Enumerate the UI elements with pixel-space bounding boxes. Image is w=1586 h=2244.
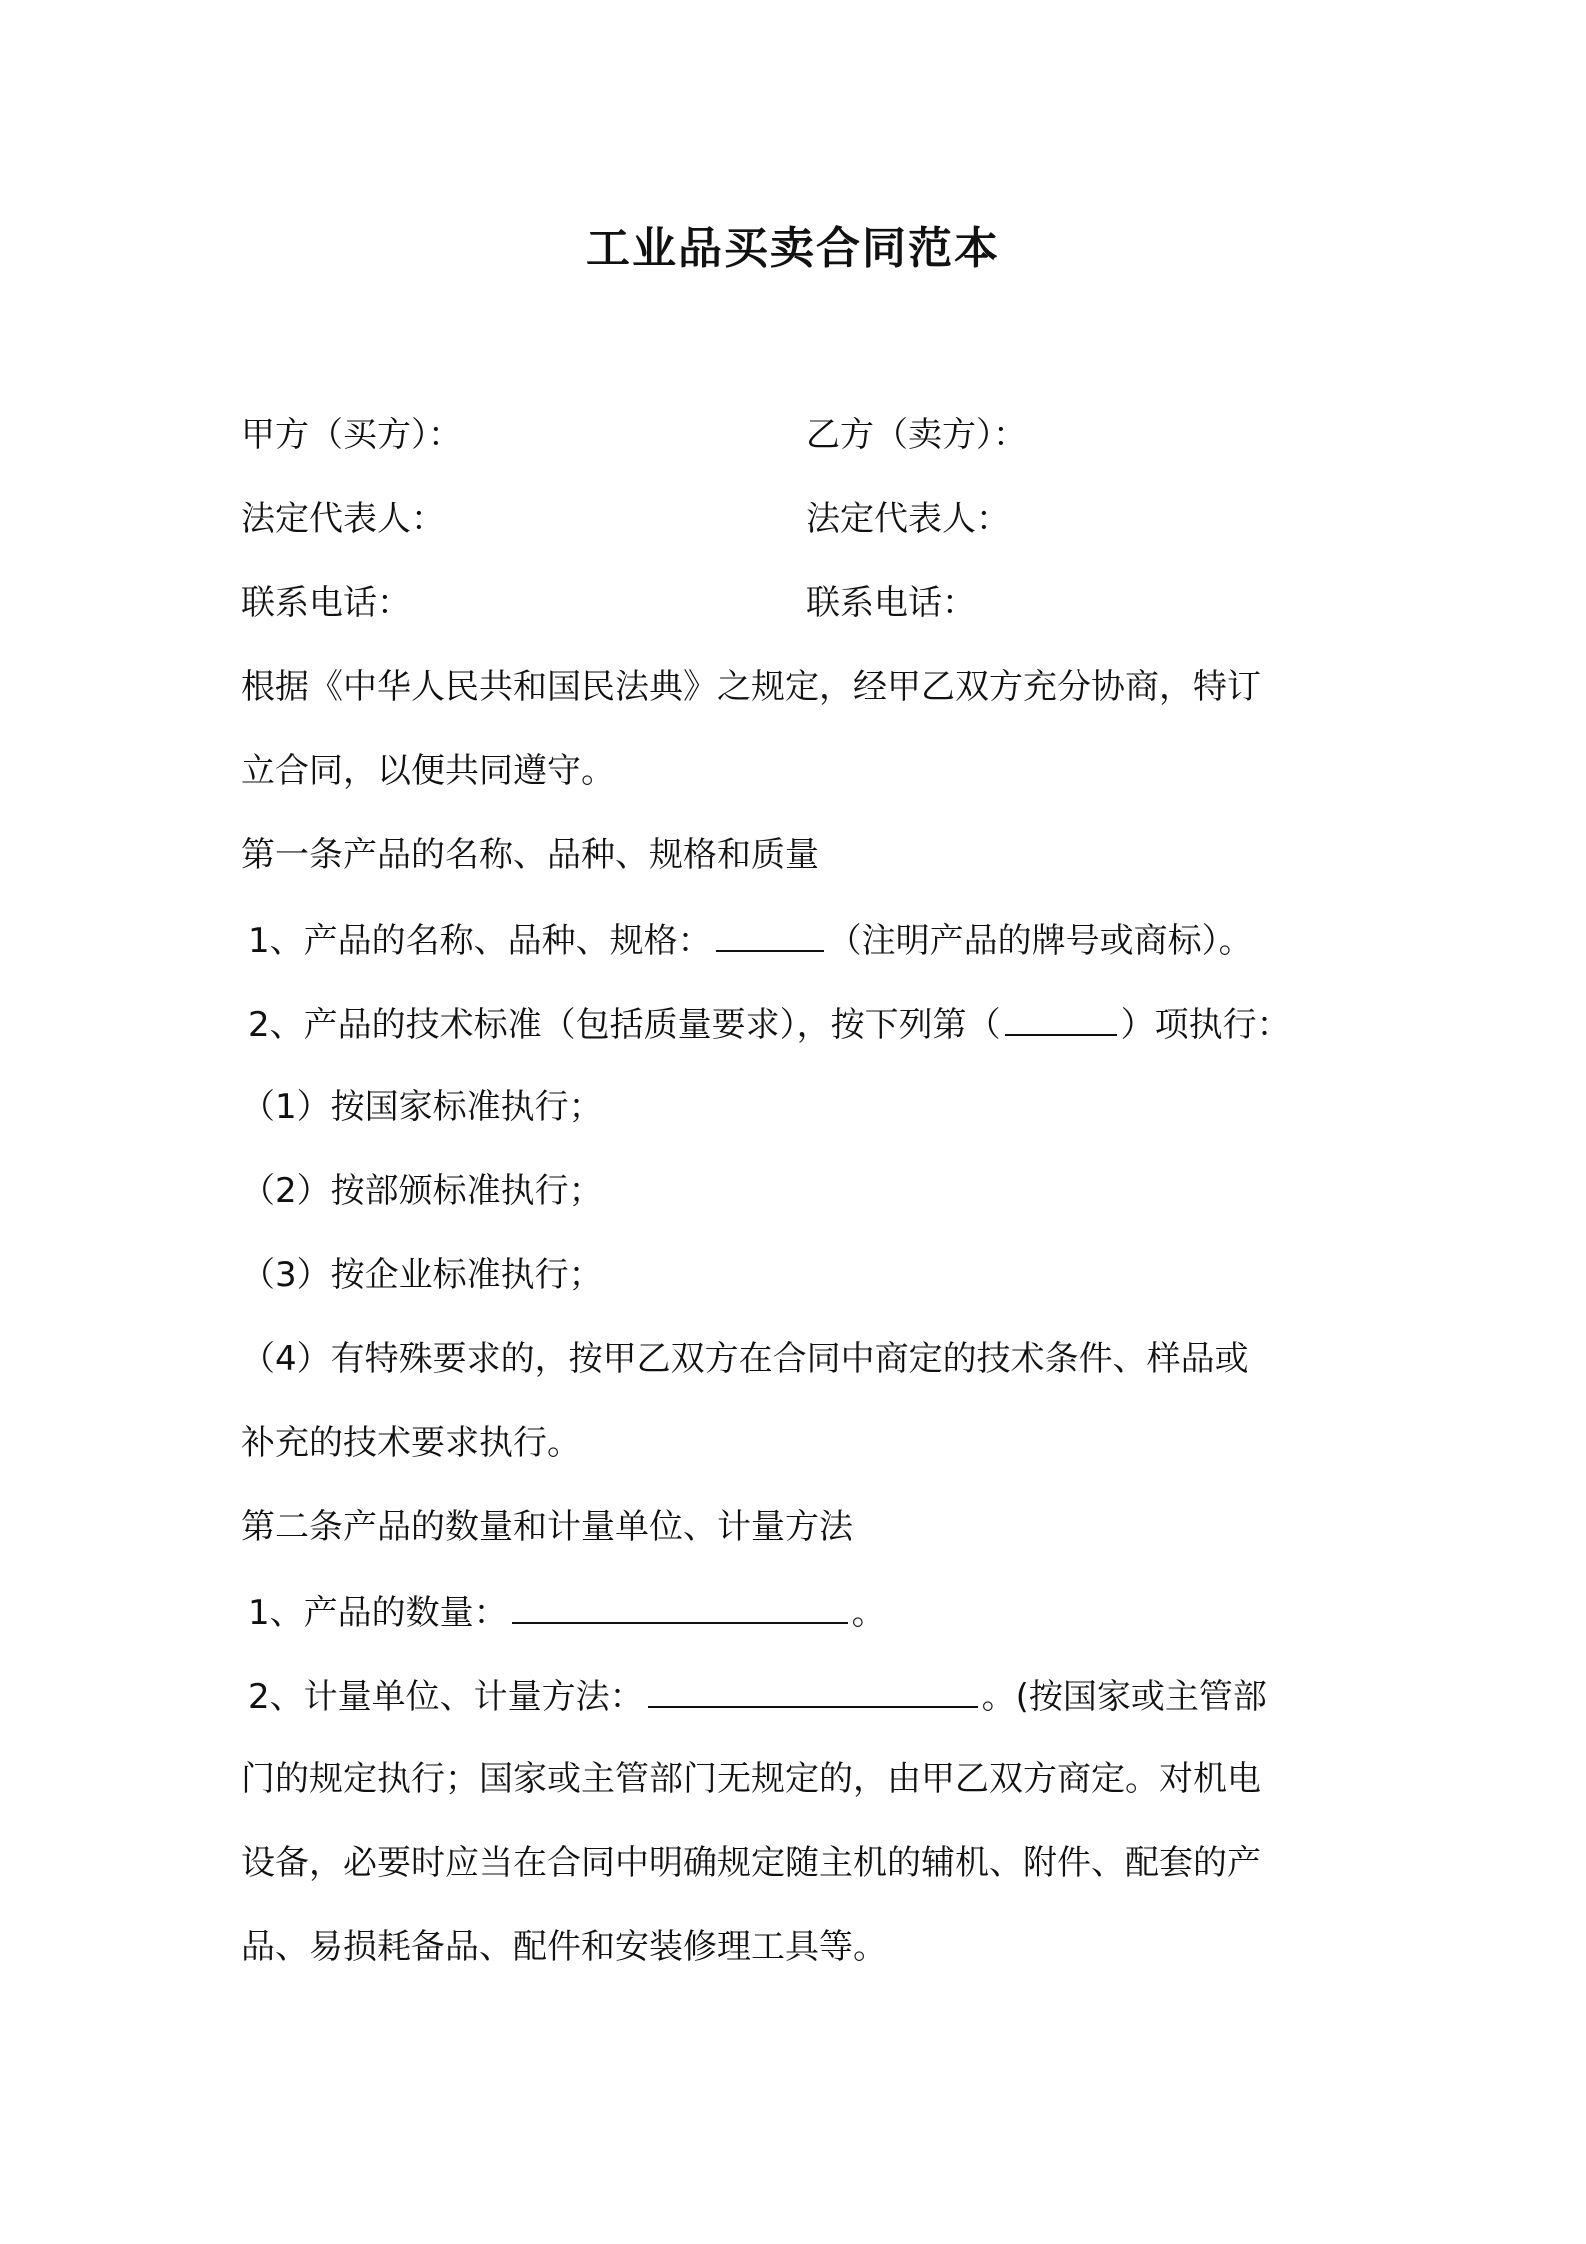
article-1-item-1-label: 1、产品的名称、品种、规格： [248, 921, 712, 961]
measurement-method-blank[interactable] [648, 1670, 978, 1708]
party-a-label: 甲方（买方）： [241, 415, 462, 455]
article-2-item-2-line-3: 设备，必要时应当在合同中明确规定随主机的辅机、附件、配套的产 [241, 1843, 1261, 1883]
article-1-item-2 [248, 998, 1378, 1050]
legal-rep-a-label: 法定代表人： [241, 499, 445, 539]
standard-option-3: （3）按企业标准执行； [241, 1255, 603, 1295]
standard-option-4-line-2: 补充的技术要求执行。 [241, 1423, 581, 1463]
legal-rep-b-label: 法定代表人： [806, 499, 1010, 539]
phone-a-label: 联系电话： [241, 583, 411, 623]
party-b-label: 乙方（卖方）： [806, 415, 1027, 455]
article-1-item-1 [248, 914, 1378, 966]
product-name-blank[interactable] [716, 914, 824, 952]
article-2-heading: 第二条产品的数量和计量单位、计量方法 [241, 1507, 853, 1547]
article-2-item-2-tail: 。(按国家或主管部 [981, 1677, 1267, 1717]
standard-option-2: （2）按部颁标准执行； [241, 1171, 603, 1211]
article-1-heading: 第一条产品的名称、品种、规格和质量 [241, 835, 819, 875]
article-2-item-2-line-4: 品、易损耗备品、配件和安装修理工具等。 [241, 1927, 887, 1967]
preamble-line-1: 根据《中华人民共和国民法典》之规定，经甲乙双方充分协商，特订 [241, 667, 1261, 707]
article-1-item-1-note: （注明产品的牌号或商标）。 [827, 921, 1253, 961]
article-1-item-2-label: 2、产品的技术标准（包括质量要求），按下列第（ [248, 1005, 1001, 1045]
article-2-item-2-label: 2、计量单位、计量方法： [248, 1677, 644, 1717]
article-2-item-1 [248, 1586, 1378, 1638]
party-row-3 [241, 578, 1371, 628]
standard-option-blank[interactable] [1005, 998, 1117, 1036]
document-title: 工业品买卖合同范本 [586, 223, 1000, 274]
article-2-item-2-line-1 [248, 1670, 1378, 1722]
standard-option-4-line-1: （4）有特殊要求的，按甲乙双方在合同中商定的技术条件、样品或 [241, 1339, 1249, 1379]
party-row-2 [241, 494, 1371, 544]
article-2-item-1-label: 1、产品的数量： [248, 1593, 508, 1633]
phone-b-label: 联系电话： [806, 583, 976, 623]
article-2-item-1-end: 。 [851, 1593, 886, 1633]
party-row-1 [241, 410, 1371, 460]
standard-option-1: （1）按国家标准执行； [241, 1087, 603, 1127]
article-2-item-2-line-2: 门的规定执行；国家或主管部门无规定的，由甲乙双方商定。对机电 [241, 1759, 1261, 1799]
article-1-item-2-tail: ）项执行： [1120, 1005, 1291, 1045]
quantity-blank[interactable] [512, 1586, 848, 1624]
preamble-line-2: 立合同，以便共同遵守。 [241, 751, 615, 791]
